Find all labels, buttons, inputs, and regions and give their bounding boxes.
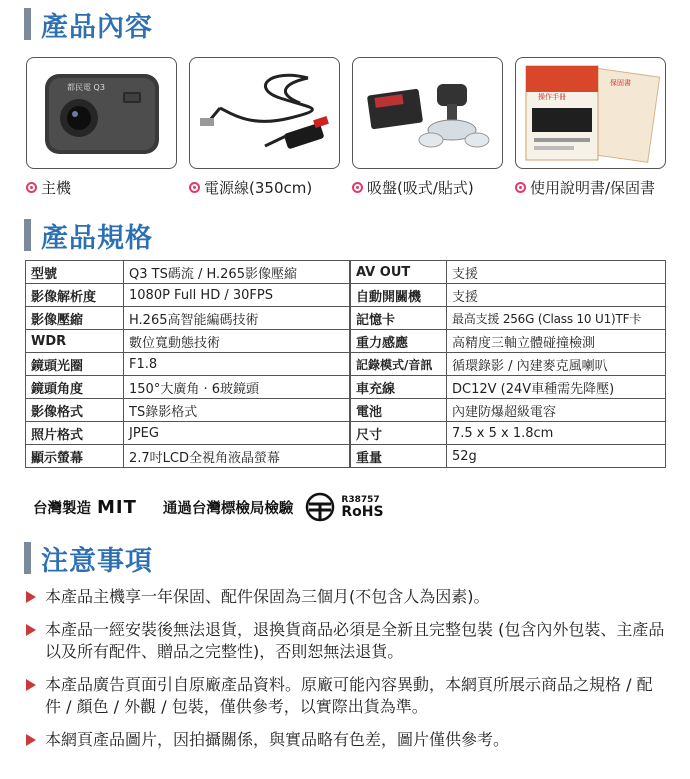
bullet-icon <box>515 182 526 193</box>
triangle-bullet-icon <box>26 679 36 691</box>
spec-value: 循環錄影 / 內建麥克風喇叭 <box>447 353 666 376</box>
spec-value: 最高支援 256G (Class 10 U1)TF卡 <box>447 307 666 330</box>
certification-row <box>33 489 384 525</box>
spec-value: DC12V (24V車種需先降壓) <box>447 376 666 399</box>
table-row <box>26 422 350 445</box>
spec-key: AV OUT <box>351 261 447 284</box>
spec-value: 150°大廣角 · 6玻鏡頭 <box>124 376 350 399</box>
made-in-label: 台灣製造 <box>33 500 91 517</box>
spec-table-right <box>350 260 666 468</box>
table-row <box>351 330 666 353</box>
manual-title: 操作手冊 <box>538 93 566 101</box>
content-label: 電源線(350cm) <box>204 179 313 197</box>
rohs-label: RoHS <box>341 503 384 520</box>
manual-warranty-photo <box>515 57 666 169</box>
table-row <box>26 353 350 376</box>
spec-value: F1.8 <box>124 353 350 376</box>
spec-key: WDR <box>26 330 124 353</box>
content-label: 使用說明書/保固書 <box>530 179 656 197</box>
table-row <box>351 399 666 422</box>
list-item <box>26 586 666 608</box>
spec-value: 內建防爆超級電容 <box>447 399 666 422</box>
spec-value: H.265高智能編碼技術 <box>124 307 350 330</box>
bsmi-icon <box>305 492 335 522</box>
list-item <box>26 674 666 718</box>
table-row <box>26 376 350 399</box>
table-row <box>351 422 666 445</box>
spec-value: TS錄影格式 <box>124 399 350 422</box>
specs-title: 產品規格 <box>41 222 153 254</box>
section-bar <box>24 542 31 574</box>
spec-key: 重量 <box>351 445 447 468</box>
table-row <box>26 307 350 330</box>
content-item-main-unit <box>26 57 177 198</box>
contents-title: 產品內容 <box>41 11 153 43</box>
content-label: 主機 <box>41 179 72 197</box>
triangle-bullet-icon <box>26 624 36 636</box>
content-label: 吸盤(吸式/貼式) <box>367 179 474 197</box>
notes-title: 注意事項 <box>41 545 153 577</box>
notes-header <box>24 541 153 575</box>
spec-key: 重力感應 <box>351 330 447 353</box>
spec-key: 照片格式 <box>26 422 124 445</box>
spec-key: 影像解析度 <box>26 284 124 307</box>
rohs-mark <box>305 492 383 522</box>
content-item-manual-warranty <box>515 57 666 198</box>
note-text: 本網頁產品圖片，因拍攝關係，與實品略有色差，圖片僅供參考。 <box>45 730 510 749</box>
spec-value: 支援 <box>447 284 666 307</box>
dashcam-photo <box>26 57 177 169</box>
rohs-number: R38757 <box>341 494 380 505</box>
spec-value: 數位寬動態技術 <box>124 330 350 353</box>
table-row <box>351 284 666 307</box>
spec-value: 52g <box>447 445 666 468</box>
spec-value: 高精度三軸立體碰撞檢測 <box>447 330 666 353</box>
warranty-title: 保固書 <box>610 79 631 87</box>
contents-header <box>24 7 153 41</box>
table-row <box>351 445 666 468</box>
table-row <box>26 284 350 307</box>
note-text: 本產品一經安裝後無法退貨，退換貨商品必須是全新且完整包裝 (包含內外包裝、主產品以及所有配件、贈品之完整性)，否則恕無法退貨。 <box>45 620 665 661</box>
bullet-icon <box>189 182 200 193</box>
spec-key: 影像格式 <box>26 399 124 422</box>
spec-key: 顯示螢幕 <box>26 445 124 468</box>
power-cable-photo <box>189 57 340 169</box>
spec-key: 記錄模式/音訊 <box>351 353 447 376</box>
note-text: 本產品廣告頁面引自原廠產品資料。原廠可能內容異動，本網頁所展示商品之規格 / 配件 / 顏色 / 外觀 / 包裝，僅供參考，以實際出貨為準。 <box>45 675 653 716</box>
list-item <box>26 729 666 751</box>
bullet-icon <box>352 182 363 193</box>
contents-row <box>26 57 666 202</box>
spec-key: 型號 <box>26 261 124 284</box>
spec-key: 自動開關機 <box>351 284 447 307</box>
spec-value: 1080P Full HD / 30FPS <box>124 284 350 307</box>
table-row <box>26 330 350 353</box>
notes-list <box>26 586 666 762</box>
triangle-bullet-icon <box>26 591 36 603</box>
spec-key: 鏡頭角度 <box>26 376 124 399</box>
list-item <box>26 619 666 663</box>
specs-header <box>24 218 153 252</box>
table-row <box>351 307 666 330</box>
spec-value: JPEG <box>124 422 350 445</box>
spec-value: Q3 TS碼流 / H.265影像壓縮 <box>124 261 350 284</box>
spec-key: 電池 <box>351 399 447 422</box>
spec-key: 鏡頭光圈 <box>26 353 124 376</box>
bsmi-label: 通過台灣標檢局檢驗 <box>162 500 294 517</box>
spec-key: 記憶卡 <box>351 307 447 330</box>
content-item-power-cable <box>189 57 340 198</box>
table-row <box>351 376 666 399</box>
note-text: 本產品主機享一年保固、配件保固為三個月(不包含人為因素)。 <box>45 587 490 606</box>
spec-value: 2.7吋LCD全視角液晶螢幕 <box>124 445 350 468</box>
spec-value: 支援 <box>447 261 666 284</box>
spec-key: 尺寸 <box>351 422 447 445</box>
content-item-suction-mount <box>352 57 503 198</box>
table-row <box>26 399 350 422</box>
bullet-icon <box>26 182 37 193</box>
camera-brand-label: 都民電 Q3 <box>67 83 105 92</box>
suction-mount-photo <box>352 57 503 169</box>
section-bar <box>24 8 31 40</box>
mit-label: MIT <box>97 496 137 518</box>
spec-key: 車充線 <box>351 376 447 399</box>
triangle-bullet-icon <box>26 734 36 746</box>
spec-value: 7.5 x 5 x 1.8cm <box>447 422 666 445</box>
spec-table-left <box>25 260 350 468</box>
table-row <box>26 445 350 468</box>
spec-key: 影像壓縮 <box>26 307 124 330</box>
table-row <box>351 353 666 376</box>
table-row <box>26 261 350 284</box>
section-bar <box>24 219 31 251</box>
table-row <box>351 261 666 284</box>
